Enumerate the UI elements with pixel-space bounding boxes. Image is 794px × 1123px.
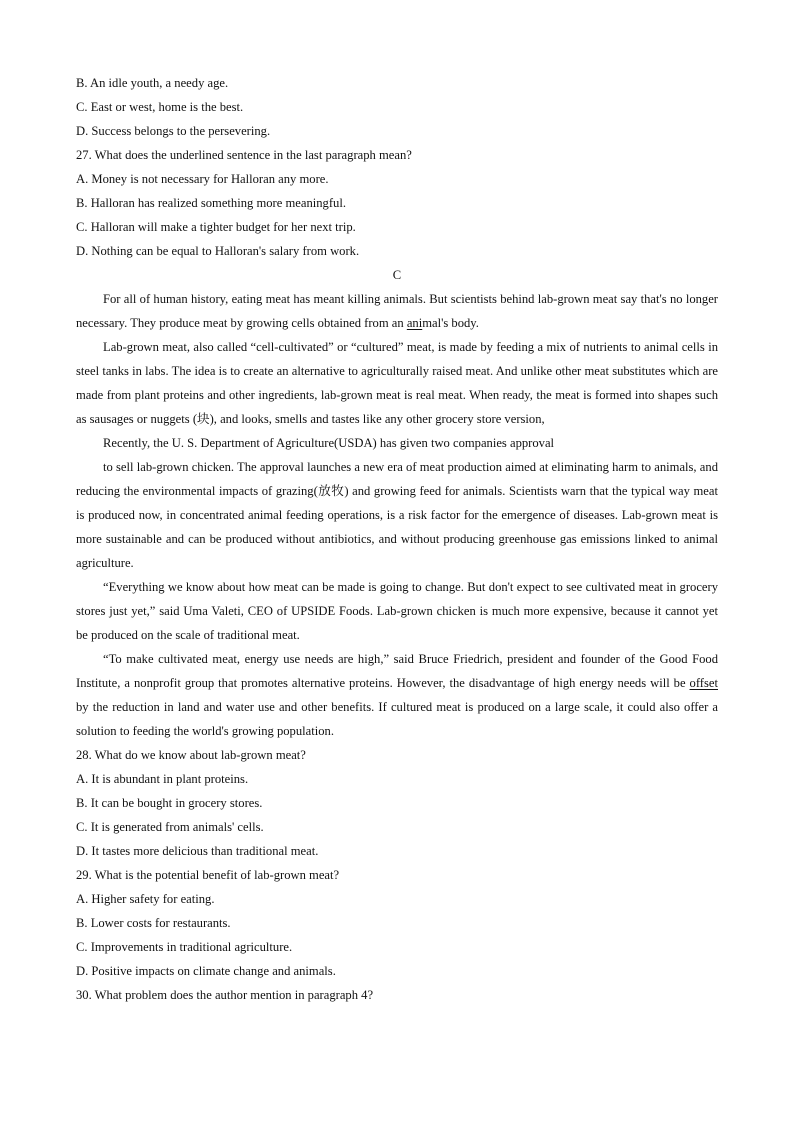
passage-paragraph-1 [76, 287, 718, 335]
p5-text-end: by the reduction in land and water use and other benefits. If cultured meat is produced on a large scale, it could also offer a solution to feeding the world's growing population. [76, 700, 718, 738]
p1-underlined: ani [406, 316, 423, 330]
q27-option-c: C. Halloran will make a tighter budget for her next trip. [76, 220, 356, 234]
q26-option-b: B. An idle youth, a needy age. [76, 76, 229, 90]
q26-option-c: C. East or west, home is the best. [76, 100, 244, 114]
q28-question: 28. What do we know about lab-grown meat? [76, 748, 306, 762]
p1-text-end: mal's body. [422, 316, 479, 330]
passage-paragraph-5 [76, 647, 718, 743]
passage-paragraph-3-cont: to sell lab-grown chicken. The approval launches a new era of meat production aimed at eliminating harm to animals, and reducing the environmental impacts of grazing(放牧) and growing feed for animals. Scientists warn that the typical way meat is produced now, in concentrated animal feeding operations, is a risk factor for the emergence of diseases. Lab-grown meat is more sustainable and can be produced without antibiotics, and without producing greenhouse gas emissions linked to animal agriculture. [76, 460, 718, 570]
passage-paragraph-4: “Everything we know about how meat can be made is going to change. But don't expect to see cultivated meat in grocery stores just yet,” said Uma Valeti, CEO of UPSIDE Foods. Lab-grown chicken is much more expensive, because it cannot yet be produced on the scale of traditional meat. [76, 580, 718, 642]
q27-option-a: A. Money is not necessary for Halloran any more. [76, 172, 329, 186]
q28-option-d: D. It tastes more delicious than traditional meat. [76, 844, 319, 858]
q29-option-b: B. Lower costs for restaurants. [76, 916, 231, 930]
q28-option-a: A. It is abundant in plant proteins. [76, 772, 249, 786]
q29-option-c: C. Improvements in traditional agriculture. [76, 940, 293, 954]
document-page [76, 71, 718, 1007]
q27-option-b: B. Halloran has realized something more meaningful. [76, 196, 346, 210]
p1-text: For all of human history, eating meat has meant killing animals. But scientists behind lab-grown meat say that's no longer necessary. They produce meat by growing cells obtained from an [76, 292, 718, 330]
p5-underlined: offset [689, 676, 718, 690]
passage-paragraph-2: Lab-grown meat, also called “cell-cultivated” or “cultured” meat, is made by feeding a mix of nutrients to animal cells in steel tanks in labs. The idea is to create an alternative to agriculturally raised meat. And unlike other meat substitutes which are made from plant proteins and other ingredients, lab-grown meat is real meat. When ready, the meat is formed into shapes such as sausages or nuggets (块), and looks, smells and tastes like any other grocery store version, [76, 340, 718, 426]
q29-option-d: D. Positive impacts on climate change and animals. [76, 964, 336, 978]
p5-text: “To make cultivated meat, energy use needs are high,” said Bruce Friedrich, president and founder of the Good Food Institute, a nonprofit group that promotes alternative proteins. However, the disadvantage of high energy needs will be [76, 652, 718, 690]
q27-option-d: D. Nothing can be equal to Halloran's salary from work. [76, 244, 360, 258]
passage-paragraph-3-start: Recently, the U. S. Department of Agriculture(USDA) has given two companies approval [103, 436, 555, 450]
q28-option-c: C. It is generated from animals' cells. [76, 820, 264, 834]
q29-option-a: A. Higher safety for eating. [76, 892, 215, 906]
q27-question: 27. What does the underlined sentence in the last paragraph mean? [76, 148, 412, 162]
q30-question: 30. What problem does the author mention in paragraph 4? [76, 988, 374, 1002]
q28-option-b: B. It can be bought in grocery stores. [76, 796, 263, 810]
passage-label: C [392, 268, 402, 282]
q26-option-d: D. Success belongs to the persevering. [76, 124, 271, 138]
q29-question: 29. What is the potential benefit of lab-grown meat? [76, 868, 340, 882]
